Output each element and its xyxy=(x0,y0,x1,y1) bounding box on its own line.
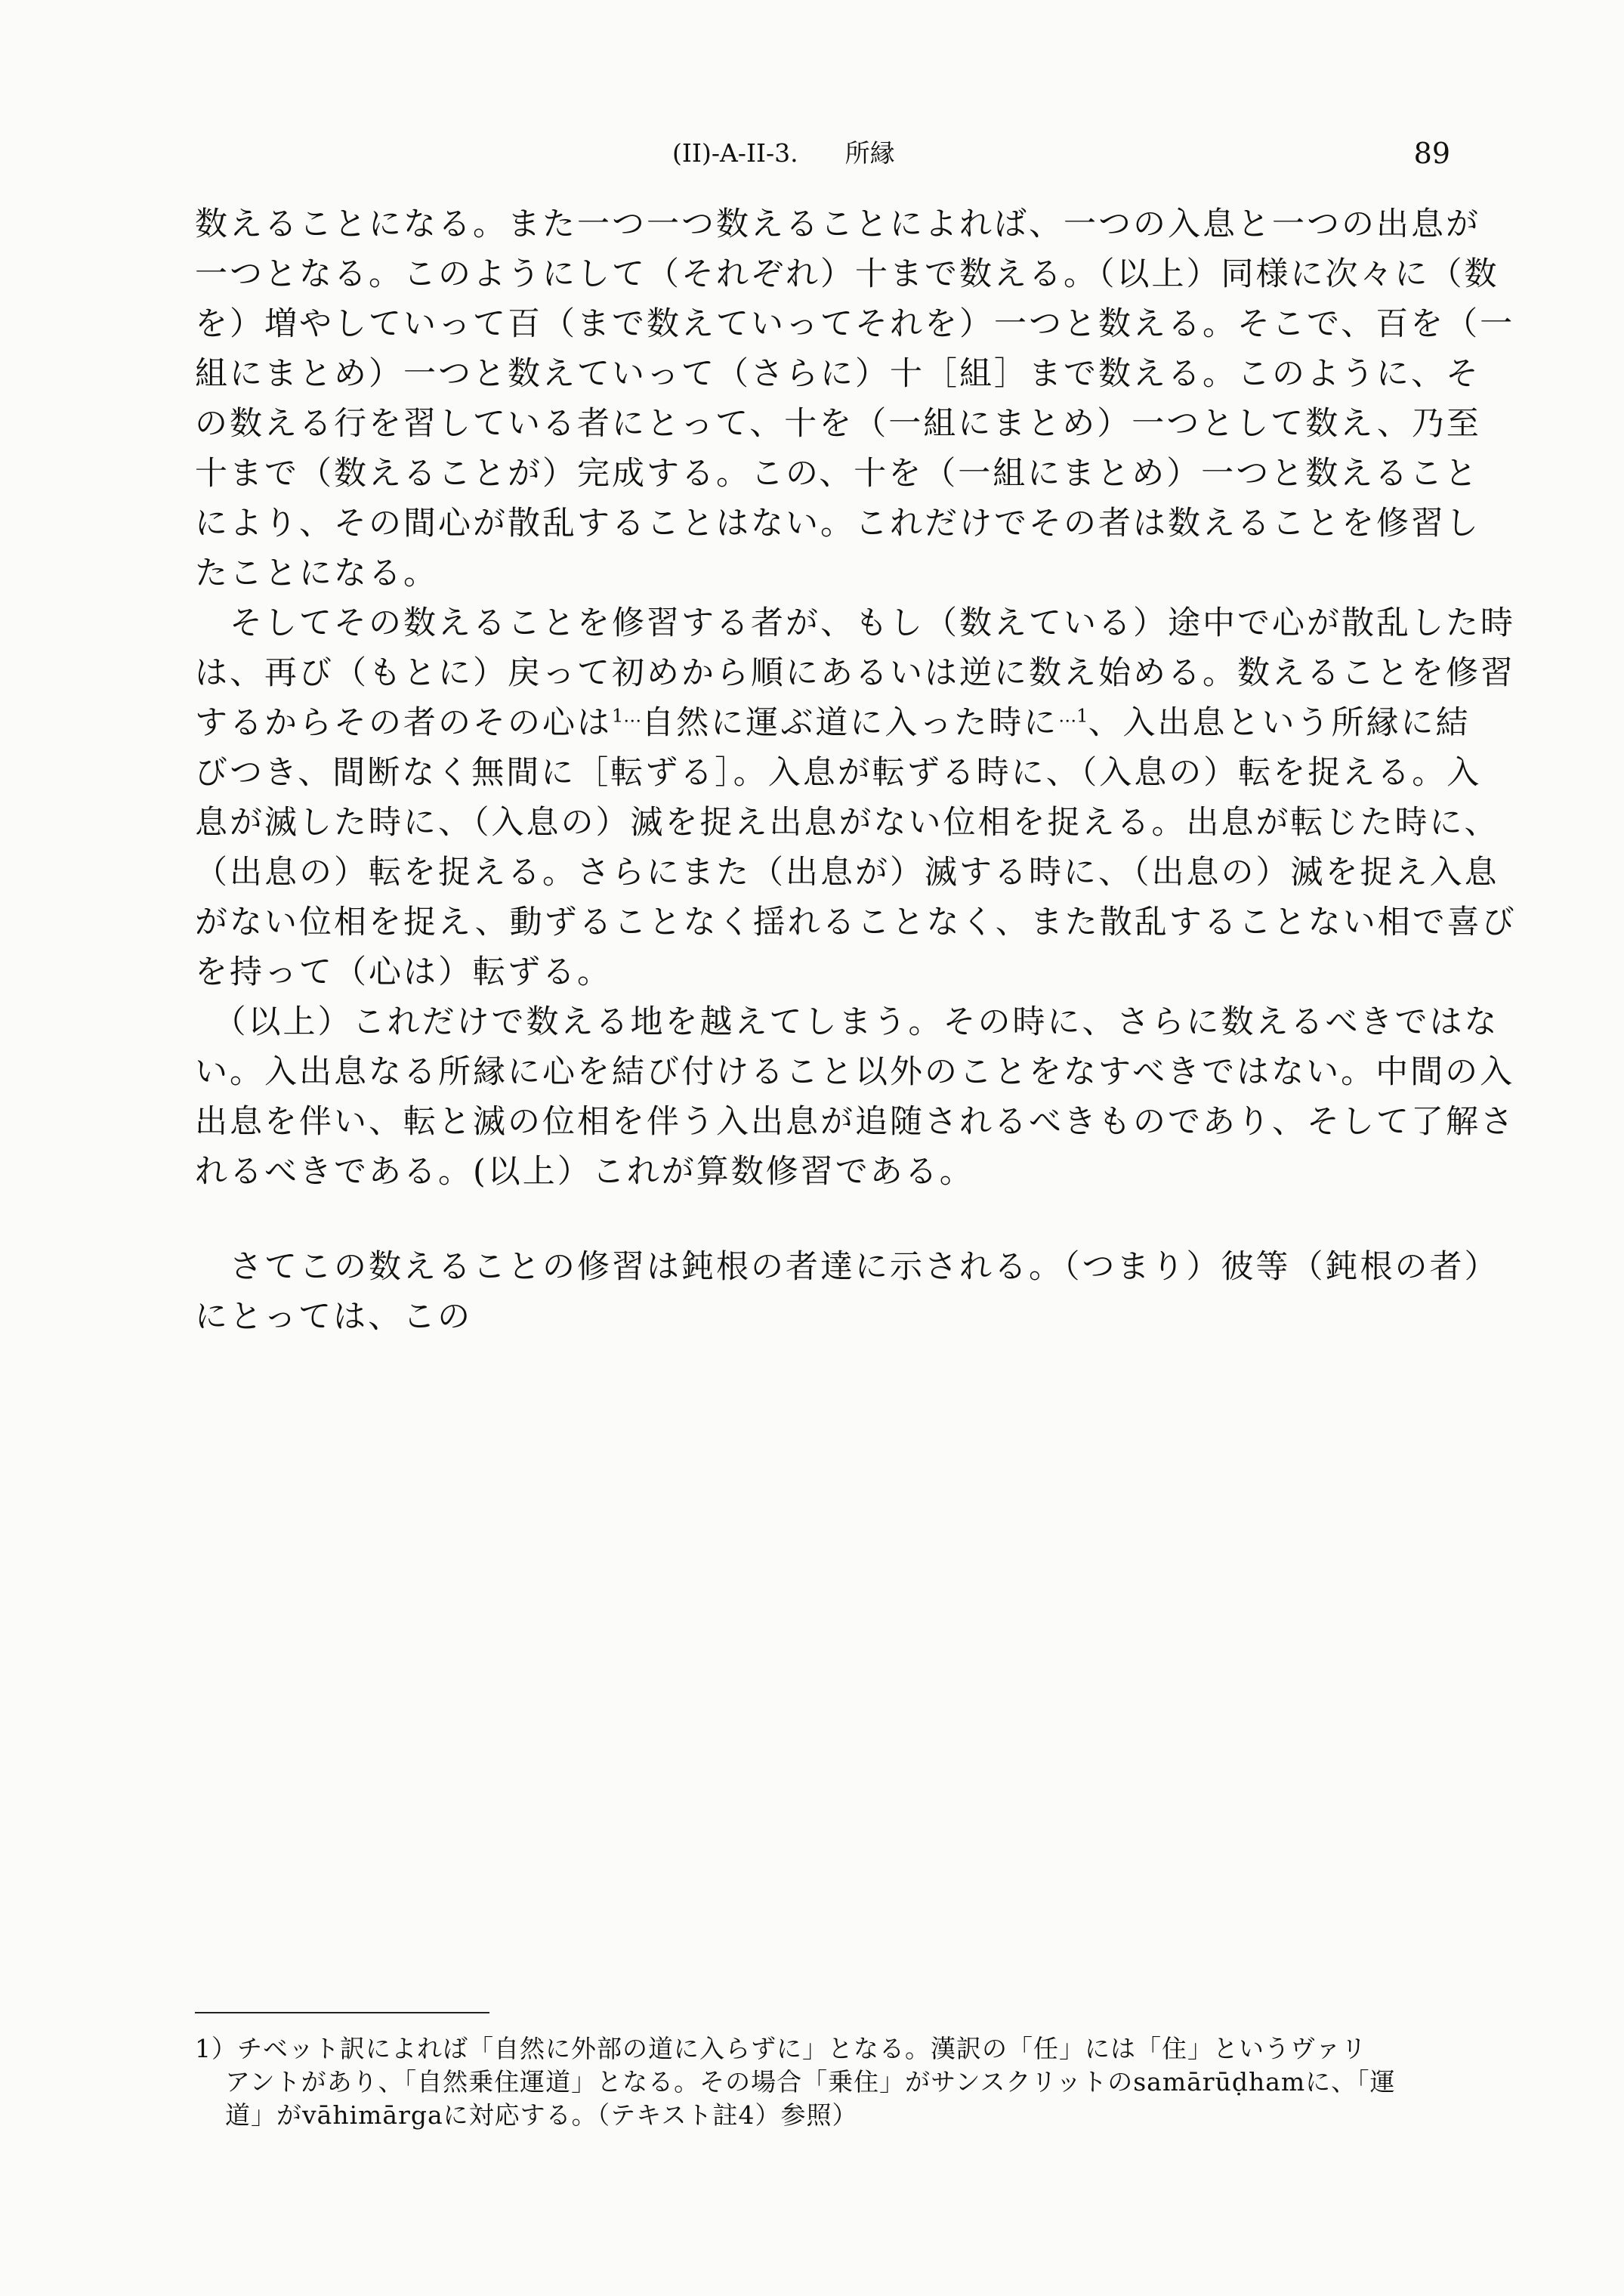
running-head xyxy=(672,134,895,172)
body-line: は、再び（もとに）戻って初めから順にあるいは逆に数え始める。数えることを修習 xyxy=(195,654,1515,692)
footnote-line: 1）チベット訳によれば「自然に外部の道に入らずに」となる。漢訳の「任」には「住」というヴァリ xyxy=(195,2034,1367,2063)
body-line: 息が滅した時に、（入息の）滅を捉え出息がない位相を捉える。出息が転じた時に、 xyxy=(195,804,1499,842)
body-line: を持って（心は）転ずる。 xyxy=(195,953,612,991)
body-segment: 自然に運ぶ道に入った時に xyxy=(641,704,1059,742)
body-line: 出息を伴い、転と滅の位相を伴う入出息が追随されるべきものであり、そして了解さ xyxy=(195,1103,1515,1141)
page-header xyxy=(195,134,1450,172)
body-line: がない位相を捉え、動ずることなく揺れることなく、また散乱することない相で喜び xyxy=(195,904,1517,941)
paragraph-gap xyxy=(195,1197,1450,1242)
footnote-line: 道」がvāhimārgaに対応する。（テキスト註4）参照） xyxy=(225,2100,858,2130)
body-line: 組にまとめ）一つと数えていって（さらに）十［組］まで数える。このように、そ xyxy=(195,355,1480,393)
body-line: 数えることになる。また一つ一つ数えることによれば、一つの入息と一つの出息が xyxy=(195,205,1480,243)
section-number: (II)-A-II-3. xyxy=(672,138,798,168)
body-line: を）増やしていって百（まで数えていってそれを）一つと数える。そこで、百を（一 xyxy=(195,305,1515,343)
body-line: たことになる。 xyxy=(195,555,438,592)
body-line: れるべきである。(以上）これが算数修習である。 xyxy=(195,1153,974,1191)
footnote-separator xyxy=(195,2012,489,2013)
footnote-close-mark: …1 xyxy=(1058,705,1088,727)
body-line: さてこの数えることの修習は鈍根の者達に示される。（つまり）彼等（鈍根の者） xyxy=(195,1248,1499,1286)
body-line: （以上）これだけで数える地を越えてしまう。その時に、さらに数えるべきではな xyxy=(195,1003,1499,1041)
body-segment: 、入出息という所縁に結 xyxy=(1088,704,1471,742)
section-title: 所縁 xyxy=(844,138,895,168)
body-line-with-note xyxy=(195,698,1471,748)
body-line: により、その間心が散乱することはない。これだけでその者は数えることを修習し xyxy=(195,505,1480,542)
footnote-line: アントがあり、「自然乗住運道」となる。その場合「乗住」がサンスクリットのsamārūḍhamに、「運 xyxy=(225,2067,1396,2097)
body-text xyxy=(195,199,1517,1342)
body-line: 一つとなる。このようにして（それぞれ）十まで数える。（以上）同様に次々に（数 xyxy=(195,255,1499,293)
body-line: びつき、間断なく無間に［転ずる］。入息が転ずる時に、（入息の）転を捉える。入 xyxy=(195,754,1482,792)
page-number: 89 xyxy=(1413,137,1450,170)
footnote-open-mark: 1… xyxy=(612,705,642,727)
body-line: そしてその数えることを修習する者が、もし（数えている）途中で心が散乱した時 xyxy=(195,604,1515,642)
body-line: 十まで（数えることが）完成する。この、十を（一組にまとめ）一つと数えること xyxy=(195,455,1480,493)
body-line: の数える行を習している者にとって、十を（一組にまとめ）一つとして数え、乃至 xyxy=(195,405,1481,443)
body-line: にとっては、この xyxy=(195,1298,473,1336)
body-segment: するからその者のその心は xyxy=(195,704,612,742)
body-line: い。入出息なる所縁に心を結び付けること以外のことをなすべきではない。中間の入 xyxy=(195,1053,1515,1091)
body-line: （出息の）転を捉える。さらにまた（出息が）滅する時に、（出息の）滅を捉え入息 xyxy=(195,854,1499,892)
footnotes xyxy=(195,2032,1450,2132)
